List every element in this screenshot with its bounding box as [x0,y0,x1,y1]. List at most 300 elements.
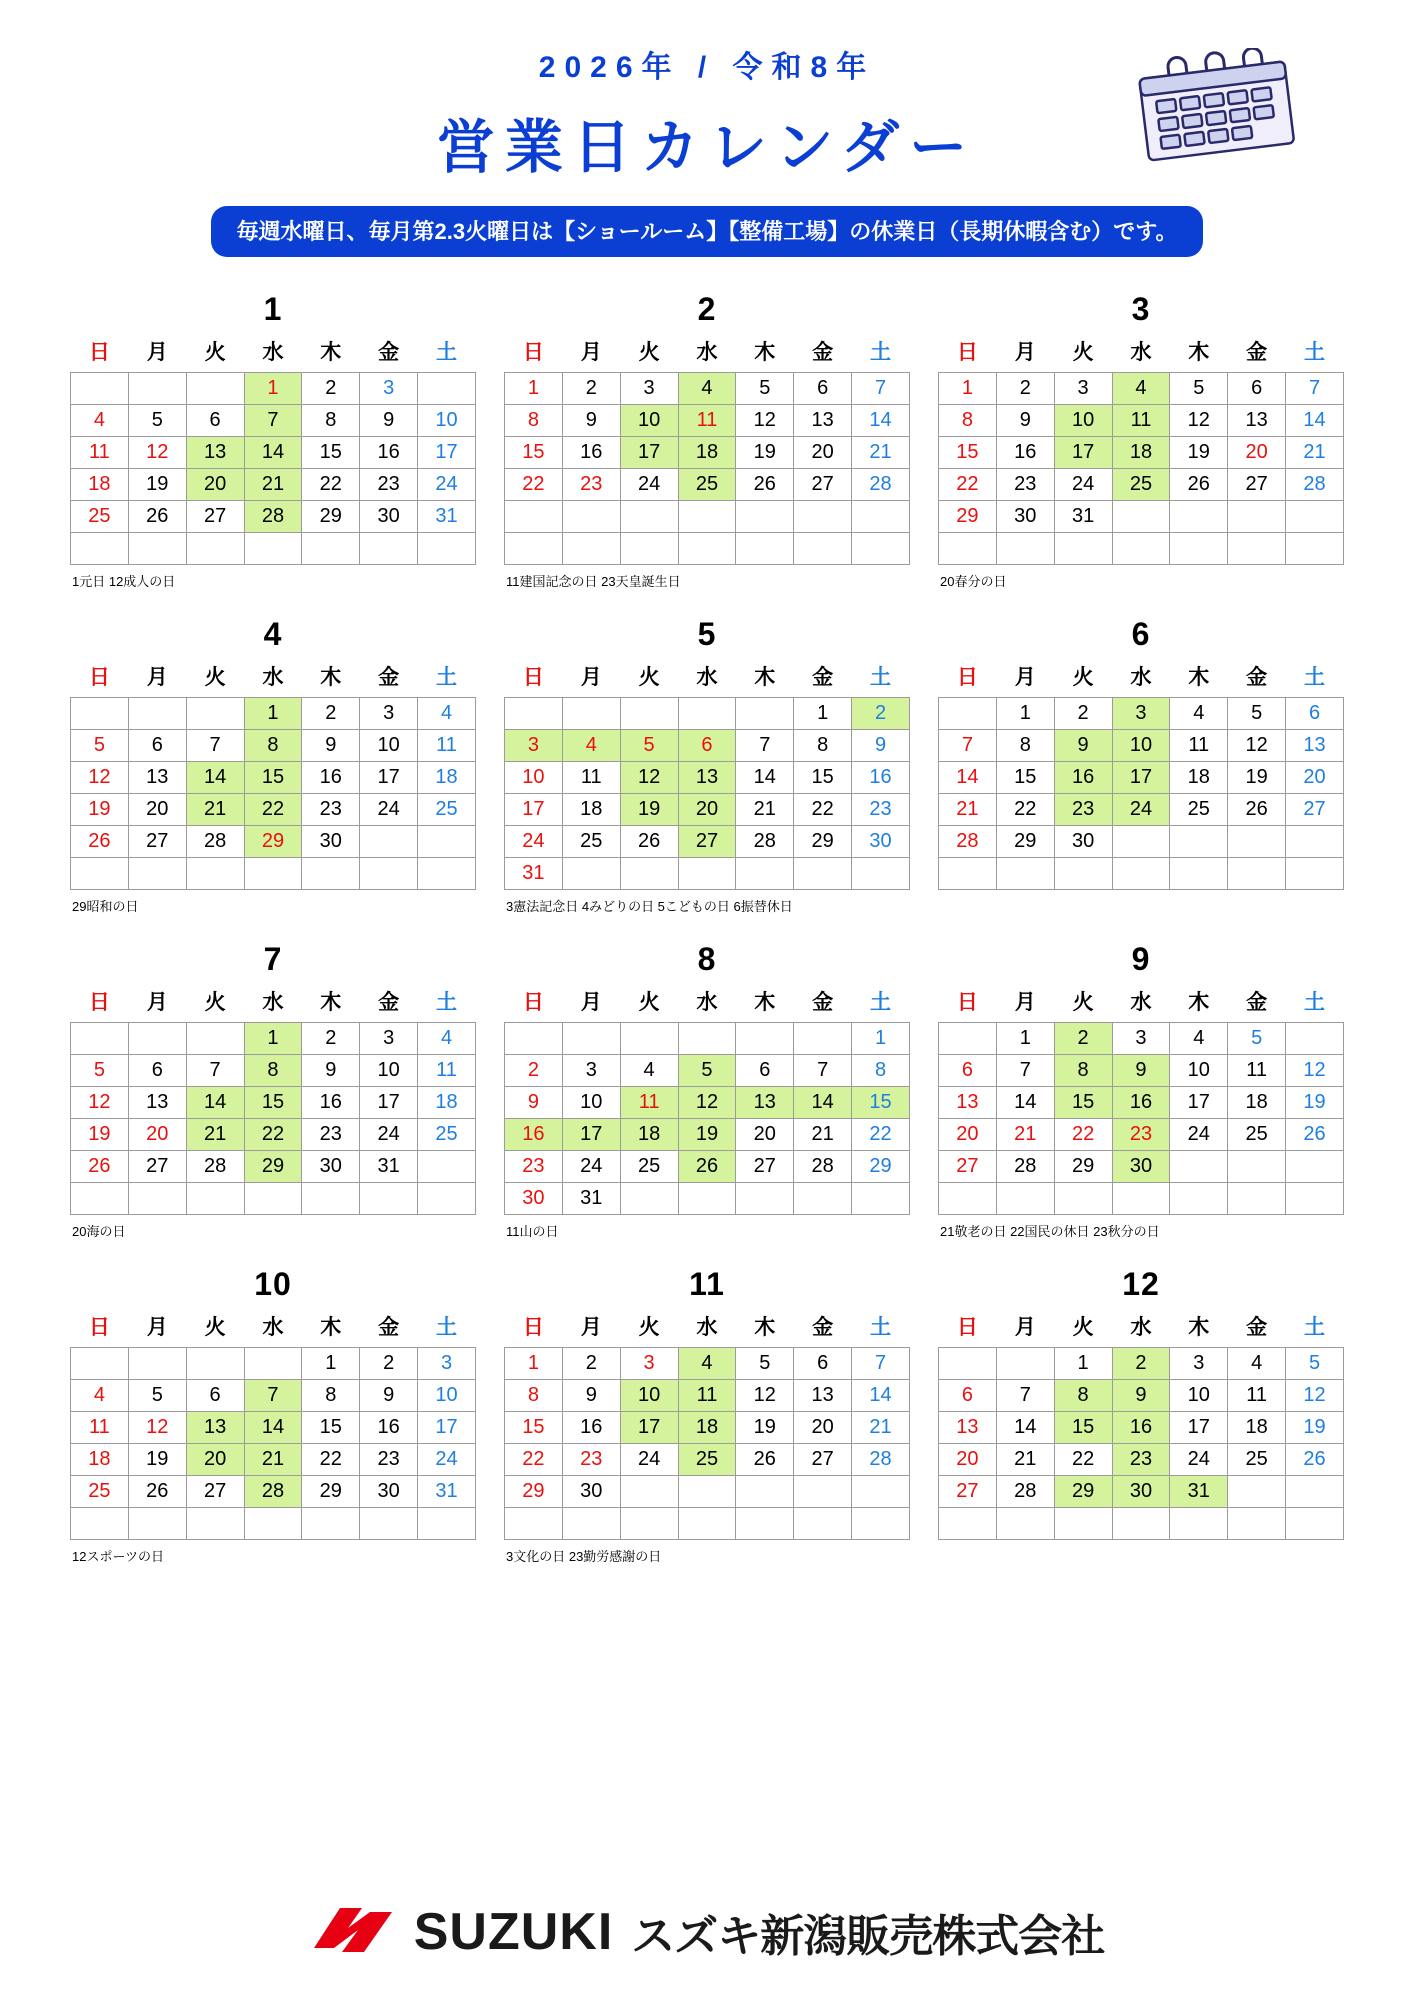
day-number: 23 [522,1155,545,1177]
month-table [70,984,476,1215]
day-cell [794,762,852,794]
day-cell [186,1087,244,1119]
day-cell [562,794,620,826]
day-cell [128,437,186,469]
day-cell [852,1412,910,1444]
day-cell [736,405,794,437]
day-number: 6 [961,1384,973,1406]
day-number: 11 [696,1384,718,1406]
weekday-header: 金 [812,1316,834,1339]
day-number: 10 [580,1091,603,1113]
day-cell [1228,730,1286,762]
day-cell [302,501,360,533]
holiday-note: 3憲法記念日 4みどりの日 5こどもの日 6振替休日 [506,899,793,914]
day-number: 24 [377,1123,400,1145]
weekday-header: 火 [1072,341,1094,364]
day-number: 9 [585,1384,597,1406]
day-cell [996,1476,1054,1508]
day-cell [562,1151,620,1183]
empty-day-cell [186,698,244,730]
day-cell [302,698,360,730]
day-cell [302,730,360,762]
day-cell [939,469,997,501]
week-row [505,794,910,826]
day-number: 19 [753,1416,776,1438]
day-number: 16 [377,1416,400,1438]
month-number: 2 [697,291,717,327]
day-number: 27 [753,1155,776,1177]
day-number: 3 [1077,377,1089,399]
weekday-header: 月 [1014,341,1036,364]
day-cell [939,1476,997,1508]
weekday-header: 土 [870,991,892,1014]
empty-day-cell [1170,1151,1228,1183]
week-row [939,1119,1344,1151]
day-cell [852,1087,910,1119]
day-number: 4 [440,1027,453,1049]
day-number: 26 [146,1480,169,1502]
empty-day-cell [1112,533,1170,565]
day-cell [736,1055,794,1087]
day-number: 19 [1187,441,1210,463]
day-cell [1286,1412,1344,1444]
day-number: 15 [319,1416,342,1438]
day-number: 22 [522,473,545,495]
empty-day-cell [620,1476,678,1508]
empty-day-cell [1286,533,1344,565]
weekday-header: 月 [146,341,168,364]
day-cell [302,1444,360,1476]
weekday-header: 土 [436,1316,458,1339]
day-number: 21 [869,1416,892,1438]
empty-day-cell [996,533,1054,565]
empty-day-cell [736,1183,794,1215]
day-number: 3 [383,702,395,724]
weekday-header: 水 [696,341,718,364]
day-number: 23 [1071,798,1095,820]
brand-name: SUZUKI [413,1903,614,1961]
day-number: 30 [319,1155,342,1177]
empty-day-cell [360,1183,418,1215]
week-row [505,1183,910,1215]
day-number: 30 [869,830,892,852]
day-number: 4 [93,1384,105,1406]
weekday-header: 金 [1246,341,1268,364]
day-cell [71,469,129,501]
day-cell [244,730,302,762]
day-cell [302,1348,360,1380]
day-number: 2 [1077,702,1089,724]
day-number: 9 [1019,409,1031,431]
empty-day-cell [505,1023,563,1055]
day-number: 6 [151,1059,163,1081]
day-cell [505,794,563,826]
day-cell [736,373,794,405]
day-cell [939,1087,997,1119]
day-cell [128,1412,186,1444]
day-cell [1170,373,1228,405]
empty-day-cell [852,858,910,890]
day-cell [128,1380,186,1412]
day-cell [128,1151,186,1183]
day-number: 15 [811,766,834,788]
day-number: 27 [956,1155,979,1177]
day-number: 15 [261,1091,285,1113]
day-cell [186,1151,244,1183]
empty-day-cell [1286,1508,1344,1540]
day-cell [302,762,360,794]
day-cell [1286,698,1344,730]
weekday-header: 水 [262,666,284,689]
day-cell [360,1023,418,1055]
day-cell [1228,1023,1286,1055]
day-number: 3 [1135,702,1147,724]
day-cell [852,405,910,437]
empty-day-cell [505,698,563,730]
day-cell [939,826,997,858]
week-row [71,1055,476,1087]
empty-day-cell [505,1508,563,1540]
day-cell [505,469,563,501]
day-cell [1170,730,1228,762]
weekday-header: 月 [1014,666,1036,689]
empty-day-cell [418,1151,476,1183]
day-cell [505,437,563,469]
day-cell [71,1444,129,1476]
day-cell [1286,794,1344,826]
day-number: 11 [638,1091,660,1113]
day-cell [71,1055,129,1087]
month-number: 9 [1131,941,1151,977]
day-cell [794,826,852,858]
day-number: 24 [637,473,661,495]
empty-day-cell [562,533,620,565]
day-cell [1054,1087,1112,1119]
day-cell [186,1444,244,1476]
day-cell [852,698,910,730]
day-cell [302,1087,360,1119]
day-cell [360,501,418,533]
day-cell [360,1087,418,1119]
day-number: 28 [1014,1155,1037,1177]
weekday-header: 木 [754,666,776,689]
day-cell [360,1476,418,1508]
day-cell [562,373,620,405]
day-number: 24 [377,798,400,820]
week-row [71,1444,476,1476]
day-cell [852,1444,910,1476]
weekday-header: 土 [870,341,892,364]
day-cell [71,1380,129,1412]
day-number: 30 [377,505,400,527]
week-row [71,501,476,533]
day-number: 16 [869,766,892,788]
day-cell [1112,1348,1170,1380]
day-number: 28 [1014,1480,1037,1502]
day-number: 11 [1246,1059,1268,1081]
weekday-header: 日 [88,1316,110,1339]
day-cell [1054,405,1112,437]
day-cell [1170,1348,1228,1380]
day-cell [852,762,910,794]
empty-day-cell [678,1508,736,1540]
day-number: 19 [1303,1091,1326,1113]
day-cell [71,762,129,794]
day-cell [1170,1087,1228,1119]
day-cell [678,1348,736,1380]
day-number: 3 [585,1059,597,1081]
day-number: 22 [1071,1123,1095,1145]
weekday-header: 木 [1188,666,1210,689]
day-cell [505,858,563,890]
week-row [505,1151,910,1183]
day-number: 29 [319,505,342,527]
day-cell [562,405,620,437]
weekday-header: 木 [754,1316,776,1339]
day-number: 7 [1019,1059,1031,1081]
weekday-header: 日 [956,1316,978,1339]
day-cell [128,762,186,794]
day-cell [678,762,736,794]
week-row [939,437,1344,469]
day-cell [302,469,360,501]
day-cell [1112,1412,1170,1444]
day-number: 18 [1187,766,1210,788]
day-cell [186,501,244,533]
empty-day-cell [996,1348,1054,1380]
empty-day-cell [1054,1183,1112,1215]
day-number: 12 [146,441,169,463]
day-number: 16 [1129,1416,1153,1438]
day-number: 9 [874,734,887,756]
day-cell [996,1380,1054,1412]
weekday-header: 木 [320,341,342,364]
day-cell [128,501,186,533]
day-number: 17 [377,766,400,788]
empty-day-cell [418,826,476,858]
day-cell [244,1087,302,1119]
day-number: 24 [637,1448,661,1470]
day-cell [678,1151,736,1183]
day-cell [505,1476,563,1508]
empty-day-cell [128,1023,186,1055]
week-row [505,762,910,794]
page-footer [0,1900,1414,1964]
day-cell [620,1119,678,1151]
day-number: 19 [88,798,111,820]
day-cell [71,1412,129,1444]
week-row [505,501,910,533]
weekday-header: 金 [812,341,834,364]
day-cell [302,437,360,469]
day-number: 17 [580,1123,603,1145]
empty-day-cell [1170,826,1228,858]
weekday-header: 木 [1188,1316,1210,1339]
day-cell [71,730,129,762]
day-cell [128,469,186,501]
day-cell [939,762,997,794]
day-number: 24 [1187,1123,1210,1145]
day-cell [128,1087,186,1119]
week-row [505,1412,910,1444]
empty-day-cell [1170,1508,1228,1540]
month-table [938,334,1344,565]
day-number: 16 [1129,1091,1153,1113]
day-number: 27 [695,830,719,852]
empty-day-cell [620,1023,678,1055]
weekday-header: 月 [146,991,168,1014]
empty-day-cell [620,501,678,533]
day-number: 29 [261,830,285,852]
day-number: 2 [1077,1027,1089,1049]
day-number: 28 [261,505,285,527]
weekday-header: 水 [262,991,284,1014]
day-number: 19 [146,473,169,495]
day-cell [678,1087,736,1119]
day-number: 20 [956,1448,979,1470]
day-number: 1 [325,1352,337,1374]
week-row [505,1508,910,1540]
day-number: 2 [1019,377,1031,399]
empty-day-cell [71,698,129,730]
day-number: 18 [1245,1091,1268,1113]
day-number: 12 [146,1416,169,1438]
month-number: 10 [254,1266,292,1302]
empty-day-cell [939,1348,997,1380]
day-cell [562,1412,620,1444]
day-number: 10 [1187,1384,1210,1406]
month-number: 12 [1122,1266,1160,1302]
empty-day-cell [244,858,302,890]
month-number: 11 [689,1266,725,1302]
day-cell [505,762,563,794]
day-cell [1112,1023,1170,1055]
empty-day-cell [186,1508,244,1540]
day-cell [794,1380,852,1412]
day-number: 20 [1303,766,1326,788]
day-number: 15 [522,441,545,463]
week-row [505,730,910,762]
day-cell [736,469,794,501]
empty-day-cell [360,533,418,565]
day-cell [1228,1087,1286,1119]
weekday-header: 土 [436,666,458,689]
week-row [505,1380,910,1412]
day-cell [302,405,360,437]
day-number: 16 [580,1416,603,1438]
day-cell [360,1380,418,1412]
day-number: 8 [1019,734,1031,756]
day-number: 28 [1303,473,1326,495]
week-row [71,794,476,826]
empty-day-cell [620,1183,678,1215]
day-cell [562,437,620,469]
day-cell [302,373,360,405]
day-cell [71,1151,129,1183]
empty-day-cell [418,533,476,565]
day-cell [360,437,418,469]
day-number: 10 [377,734,400,756]
day-cell [1054,469,1112,501]
day-number: 5 [759,377,771,399]
day-cell [186,1476,244,1508]
day-number: 30 [319,830,342,852]
day-cell [360,1119,418,1151]
empty-day-cell [939,858,997,890]
day-number: 19 [146,1448,169,1470]
week-row [71,858,476,890]
day-cell [562,1476,620,1508]
week-row [71,762,476,794]
day-cell [736,1348,794,1380]
week-row [505,469,910,501]
day-number: 3 [1193,1352,1205,1374]
day-cell [678,405,736,437]
day-cell [244,405,302,437]
week-row [505,437,910,469]
empty-day-cell [1228,826,1286,858]
month-table [504,1309,910,1540]
week-row [71,1508,476,1540]
day-cell [418,1476,476,1508]
day-cell [505,1348,563,1380]
day-number: 1 [874,1027,887,1049]
day-number: 29 [1071,1155,1095,1177]
day-cell [794,1412,852,1444]
week-row [505,1476,910,1508]
day-number: 13 [695,766,719,788]
day-number: 8 [325,409,337,431]
empty-day-cell [186,1348,244,1380]
empty-day-cell [852,533,910,565]
empty-day-cell [736,1476,794,1508]
day-number: 3 [643,377,655,399]
day-number: 17 [377,1091,400,1113]
week-row [939,730,1344,762]
day-number: 16 [319,766,342,788]
day-number: 12 [753,1384,776,1406]
day-number: 25 [435,798,458,820]
day-number: 12 [88,766,111,788]
day-number: 15 [869,1091,892,1113]
day-cell [505,1119,563,1151]
day-number: 12 [1245,734,1268,756]
day-cell [1228,437,1286,469]
day-cell [852,1119,910,1151]
weekday-header: 月 [580,341,602,364]
day-cell [1054,698,1112,730]
day-cell [186,437,244,469]
day-number: 11 [580,766,602,788]
day-number: 3 [440,1352,453,1374]
day-cell [1054,1444,1112,1476]
empty-day-cell [1228,1508,1286,1540]
day-number: 21 [753,798,776,820]
day-number: 30 [1071,830,1095,852]
day-cell [360,730,418,762]
day-number: 24 [1129,798,1153,820]
weekday-header: 日 [88,341,110,364]
day-cell [1112,1444,1170,1476]
weekday-header: 土 [1304,991,1326,1014]
day-cell [1170,794,1228,826]
day-cell [418,1023,476,1055]
day-cell [1228,1055,1286,1087]
day-number: 2 [325,702,337,724]
weekday-header: 金 [378,991,400,1014]
empty-day-cell [360,826,418,858]
day-number: 10 [377,1059,400,1081]
